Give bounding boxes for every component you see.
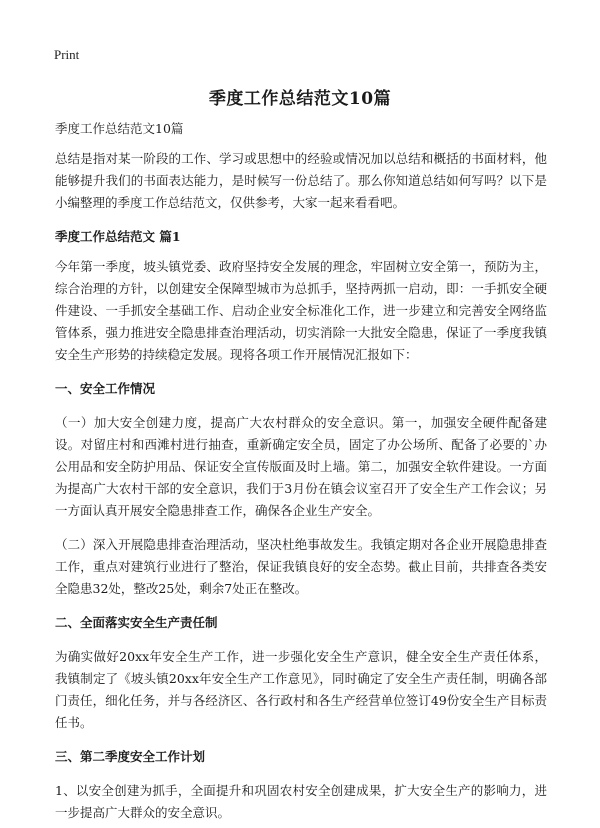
paragraph-3: （二）深入开展隐患排查治理活动，坚决杜绝事故发生。我镇定期对各企业开展隐患排查工作，重点对建筑行业进行了整治，保证我镇良好的安全态势。截止目前，共排查各类安全隐患32处，整改25处，剩余7处正在整改。: [55, 537, 547, 596]
heading-responsibility: 二、全面落实安全生产责任制: [55, 615, 218, 630]
paragraph-4: 为确实做好20xx年安全生产工作，进一步强化安全生产意识，健全安全生产责任体系，我镇制定了《坡头镇20xx年安全生产工作意见》，同时确定了安全生产责任制，明确各部门责任，细化任务，并与各经济区、各行政村和各生产经营单位签订49份安全生产目标责任书。: [55, 649, 547, 730]
document-body: [55, 118, 547, 824]
intro-paragraph: 总结是指对某一阶段的工作、学习或思想中的经验或情况加以总结和概括的书面材料，他能够提升我们的书面表达能力，是时候写一份总结了。那么你知道总结如何写吗？以下是小编整理的季度工作总结范文，仅供参考，大家一起来看看吧。: [55, 151, 547, 210]
subtitle: 季度工作总结范文10篇: [55, 121, 184, 136]
section-title: 季度工作总结范文 篇1: [55, 229, 181, 244]
heading-safety-status: 一、安全工作情况: [55, 381, 156, 396]
paragraph-2: （一）加大安全创建力度，提高广大农村群众的安全意识。第一，加强安全硬件配备建设。对留庄村和西滩村进行抽查，重新确定安全员，固定了办公场所、配备了必要的`办公用品和安全防护用品、保证安全宣传版面及时上墙。第二，加强安全软件建设。一方面为提高广大农村干部的安全意识，我们于3月份在镇会议室召开了安全生产工作会议；另一方面认真开展安全隐患排查工作，确保各企业生产安全。: [55, 415, 547, 518]
paragraph-1: 今年第一季度，坡头镇党委、政府坚持安全发展的理念，牢固树立安全第一，预防为主，综合治理的方针，以创建安全保障型城市为总抓手，坚持两抓一启动，即：一手抓安全硬件建设、一手抓安全基础工作、启动企业安全标准化工作，进一步建立和完善安全网络监管体系，强力推进安全隐患排查治理活动，切实消除一大批安全隐患，保证了一季度我镇安全生产形势的持续稳定发展。现将各项工作开展情况汇报如下：: [55, 259, 547, 362]
heading-q2-plan: 三、第二季度安全工作计划: [55, 749, 206, 764]
document-title: 季度工作总结范文10篇: [208, 89, 392, 109]
print-label[interactable]: Print: [54, 47, 80, 62]
paragraph-5: 1、以安全创建为抓手，全面提升和巩固农村安全创建成果，扩大安全生产的影响力，进一步提高广大群众的安全意识。: [55, 783, 547, 820]
